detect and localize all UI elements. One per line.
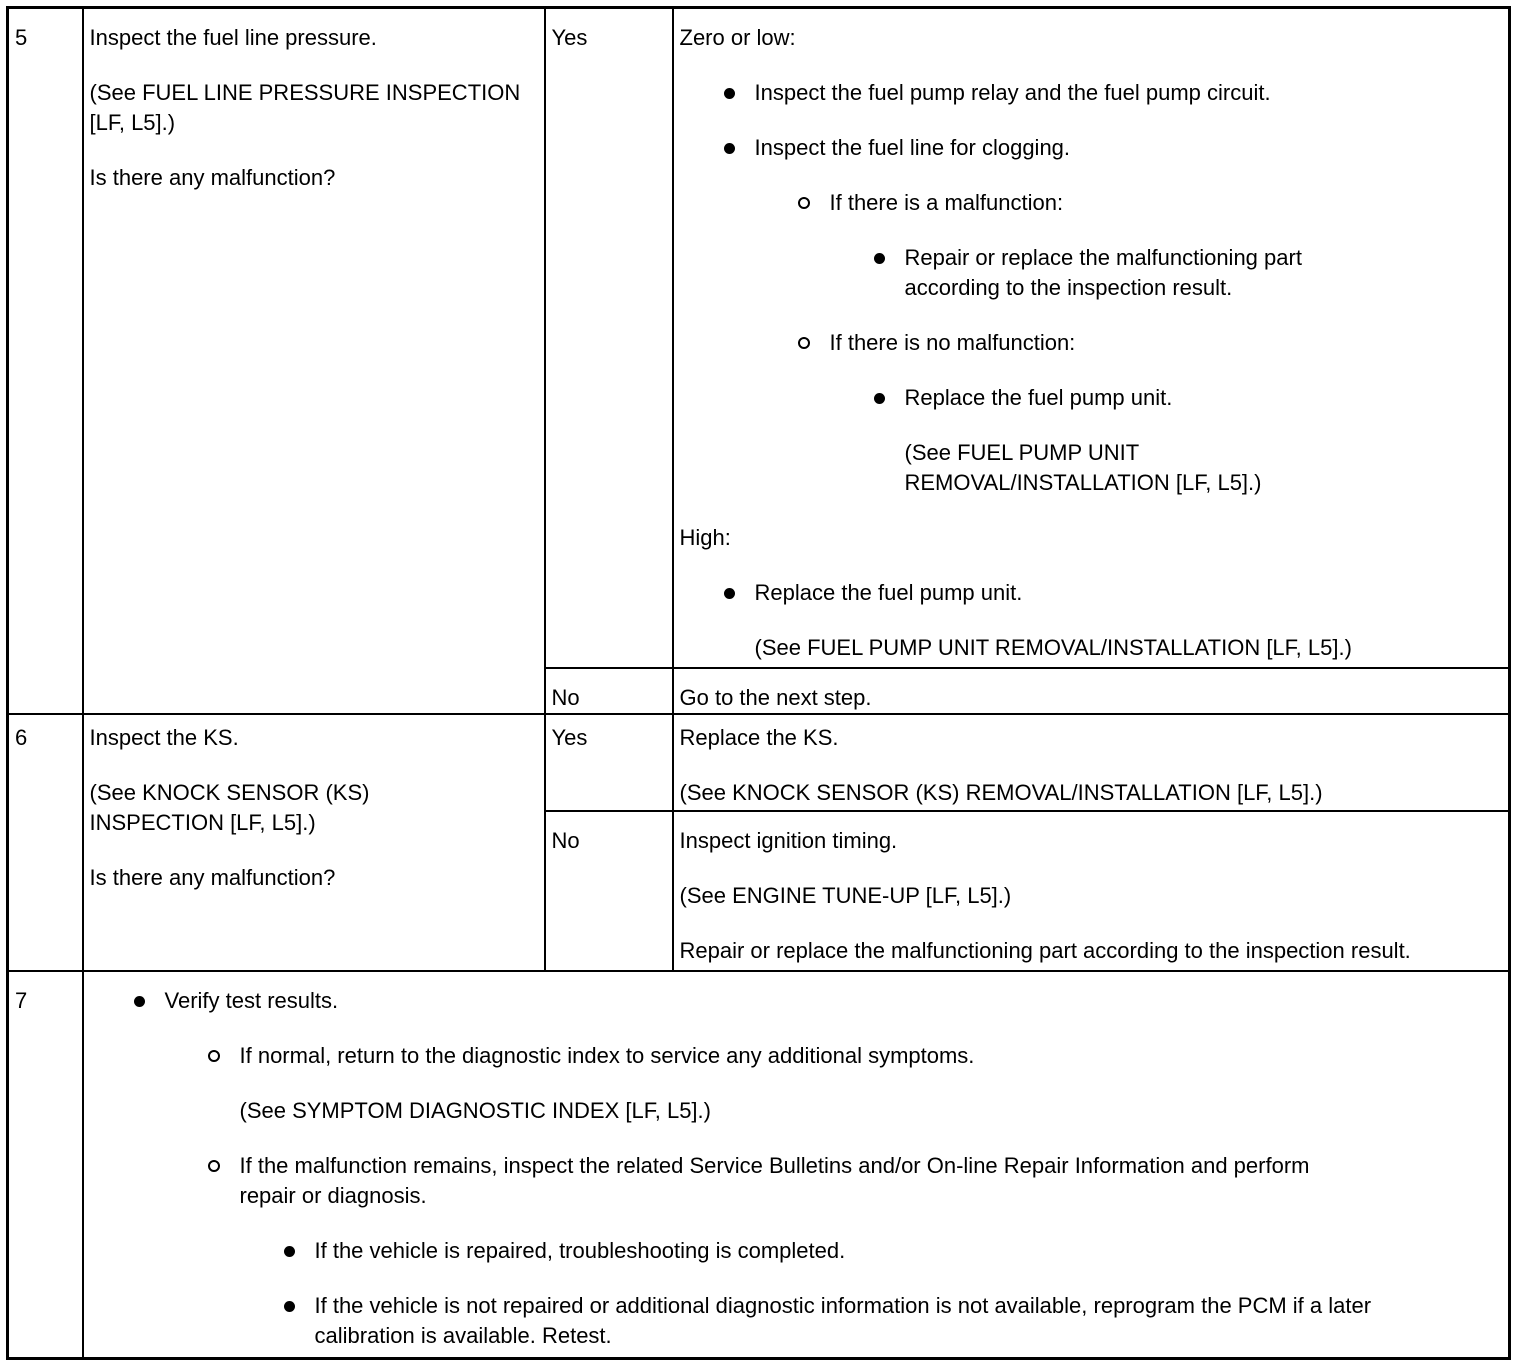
table-row [8,8,1510,669]
table-row [8,714,1510,811]
sub-bullet-item: If there is no malfunction: [830,328,1503,358]
action-reference: (See KNOCK SENSOR (KS) INSPECTION [LF, L5].) [89,780,370,835]
result-label: Yes [545,8,673,669]
sub-bullet-item: If there is a malfunction: [830,188,1503,218]
step-action [83,714,545,971]
action-question: Is there any malfunction? [89,165,336,190]
result-action [673,714,1510,811]
action-text: Inspect the KS. [89,725,239,750]
condition-label: Zero or low: [679,25,796,50]
result-action [673,811,1510,971]
step-number: 5 [8,8,83,715]
result-text: Inspect ignition timing. [679,828,898,853]
step-action [83,971,1510,1359]
bullet-item: Replace the fuel pump unit. [905,383,1503,413]
sub-bullet-item: If the malfunction remains, inspect the related Service Bulletins and/or On-line Repair Information and perform repair or diagnosis. [240,1151,1370,1211]
table-row [8,971,1510,1359]
result-action: Go to the next step. [673,668,1510,714]
result-text: Repair or replace the malfunctioning part according to the inspection result. [679,938,1411,963]
result-label: No [545,811,673,971]
bullet-item: Inspect the fuel pump relay and the fuel pump circuit. [755,78,1503,108]
result-text: Replace the KS. [679,725,839,750]
step-number: 6 [8,714,83,971]
condition-label: High: [679,525,731,550]
result-label: Yes [545,714,673,811]
step-action [83,8,545,715]
action-question: Is there any malfunction? [89,865,336,890]
result-action [673,8,1510,669]
reference-text: (See SYMPTOM DIAGNOSTIC INDEX [LF, L5].) [239,1098,711,1123]
bullet-item: If the vehicle is repaired, troubleshooting is completed. [315,1236,1503,1266]
sub-bullet-item: If normal, return to the diagnostic index to service any additional symptoms. [240,1041,1503,1071]
step-number: 7 [8,971,83,1359]
action-reference: (See FUEL LINE PRESSURE INSPECTION [LF, L5].) [89,80,521,135]
reference-text: (See FUEL PUMP UNIT REMOVAL/INSTALLATION [LF, L5].) [754,635,1352,660]
bullet-item: If the vehicle is not repaired or additional diagnostic information is not available, reprogram the PCM if a later calibration is available. Retest. [315,1291,1425,1351]
bullet-item: Verify test results. [165,986,1503,1016]
reference-text: (See ENGINE TUNE-UP [LF, L5].) [679,883,1012,908]
bullet-item: Repair or replace the malfunctioning part according to the inspection result. [905,243,1375,303]
reference-text: (See FUEL PUMP UNIT REMOVAL/INSTALLATION [LF, L5].) [904,440,1262,495]
bullet-item: Replace the fuel pump unit. [755,578,1503,608]
result-label: No [545,668,673,714]
diagnostic-table [6,6,1511,1360]
reference-text: (See KNOCK SENSOR (KS) REMOVAL/INSTALLATION [LF, L5].) [679,780,1323,805]
action-text: Inspect the fuel line pressure. [89,25,377,50]
bullet-item: Inspect the fuel line for clogging. [755,133,1503,163]
